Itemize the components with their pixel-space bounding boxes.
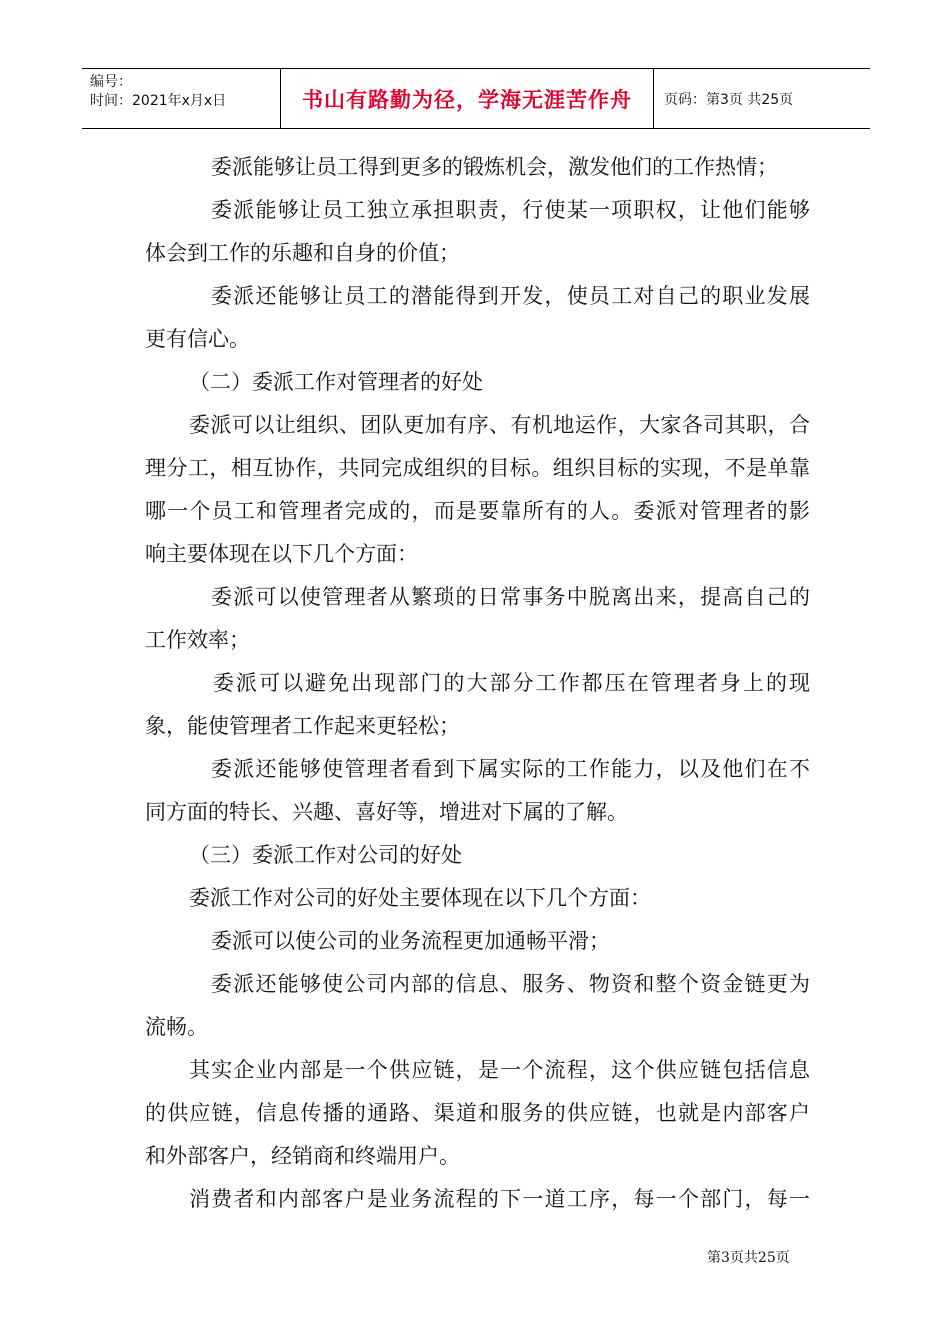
page-footer: 第3页共25页	[707, 1250, 790, 1266]
document-number-label: 编号：	[90, 74, 132, 90]
text-line: 委派还能够使公司内部的信息、服务、物资和整个资金链更为	[211, 972, 810, 996]
text-line: 更有信心。	[145, 327, 250, 351]
text-line: 的供应链，信息传播的通路、渠道和服务的供应链，也就是内部客户	[145, 1101, 810, 1125]
header-page-info: 页码：第3页 共25页	[664, 91, 794, 108]
text-line: 委派还能够让员工的潜能得到开发，使员工对自己的职业发展	[211, 284, 810, 308]
text-line: 委派工作对公司的好处主要体现在以下几个方面：	[189, 886, 651, 910]
text-line: 消费者和内部客户是业务流程的下一道工序，每一个部门，每一	[189, 1187, 810, 1211]
text-line: 体会到工作的乐趣和自身的价值；	[145, 241, 460, 265]
text-line: 和外部客户，经销商和终端用户。	[145, 1144, 460, 1168]
text-line: 哪一个员工和管理者完成的，而是要靠所有的人。委派对管理者的影	[145, 499, 810, 523]
text-line: 流畅。	[145, 1015, 208, 1039]
header-motto: 书山有路勤为径，学海无涯苦作舟	[302, 87, 632, 112]
header-motto-cell	[281, 69, 654, 128]
header-info-cell	[82, 69, 281, 128]
text-line: 委派可以使公司的业务流程更加通畅平滑；	[211, 929, 610, 953]
text-line: 委派可以让组织、团队更加有序、有机地运作，大家各司其职，合	[189, 413, 810, 437]
section-heading: （二）委派工作对管理者的好处	[189, 370, 483, 394]
section-heading: （三）委派工作对公司的好处	[189, 843, 462, 867]
text-line: 委派能够让员工独立承担职责，行使某一项职权，让他们能够	[211, 198, 810, 222]
text-line: 其实企业内部是一个供应链，是一个流程，这个供应链包括信息	[189, 1058, 810, 1082]
header-page-cell	[654, 69, 870, 128]
document-time-label: 时间：2021年x月x日	[90, 93, 227, 109]
text-line: 同方面的特长、兴趣、喜好等，增进对下属的了解。	[145, 800, 628, 824]
text-line: 响主要体现在以下几个方面：	[145, 542, 418, 566]
text-line: 委派可以避免出现部门的大部分工作都压在管理者身上的现	[213, 671, 810, 695]
page-header	[82, 68, 870, 129]
text-line: 象，能使管理者工作起来更轻松；	[145, 714, 460, 738]
text-line: 工作效率；	[145, 628, 250, 652]
text-line: 委派能够让员工得到更多的锻炼机会，激发他们的工作热情；	[211, 155, 778, 179]
text-line: 委派可以使管理者从繁琐的日常事务中脱离出来，提高自己的	[211, 585, 810, 609]
text-line: 委派还能够使管理者看到下属实际的工作能力，以及他们在不	[211, 757, 810, 781]
text-line: 理分工，相互协作，共同完成组织的目标。组织目标的实现，不是单靠	[145, 456, 810, 480]
